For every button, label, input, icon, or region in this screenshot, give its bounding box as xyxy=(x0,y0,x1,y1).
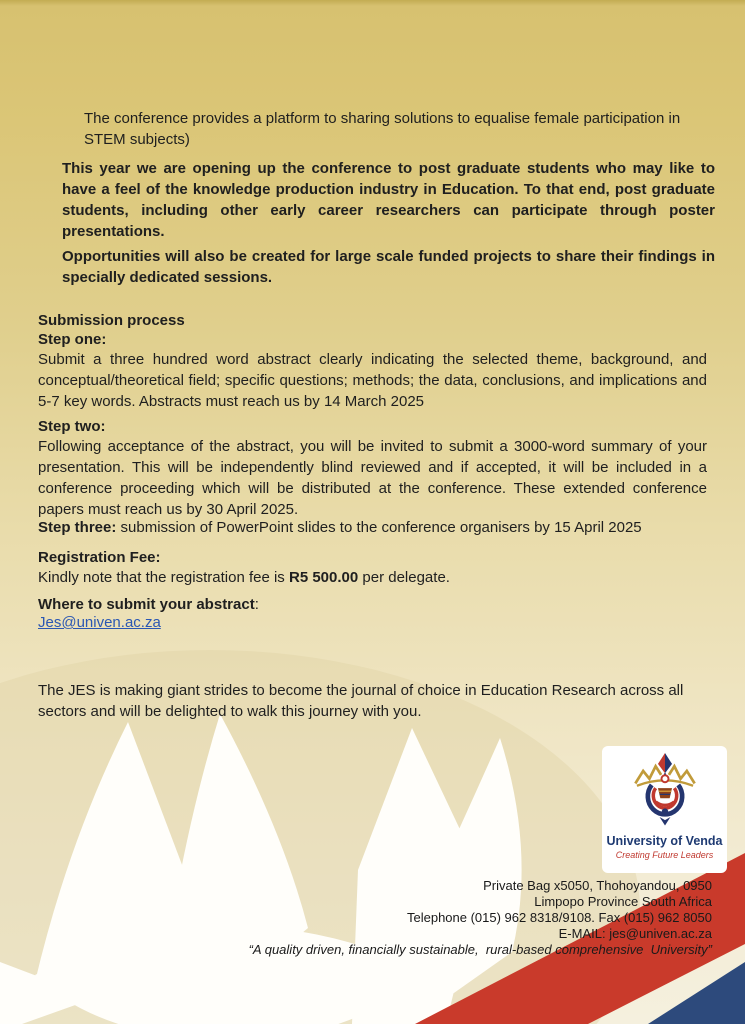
closing-paragraph: The JES is making giant strides to become the journal of choice in Education Research across all sectors and will be delighted to walk this journey with you. xyxy=(38,682,684,720)
projects-paragraph: Opportunities will also be created for large scale funded projects to share their findings in specially dedicated sessions. xyxy=(62,248,715,286)
footer-address-block xyxy=(152,878,712,958)
where-to-submit-heading xyxy=(38,596,707,614)
footer-address-line2: Limpopo Province South Africa xyxy=(534,894,712,909)
logo-tagline: Creating Future Leaders xyxy=(615,850,714,860)
registration-fee-line xyxy=(38,567,707,588)
registration-text-before: Kindly note that the registration fee is xyxy=(38,569,289,586)
step-two-heading: Step two: xyxy=(38,418,106,435)
submission-email-link[interactable]: Jes@univen.ac.za xyxy=(38,614,161,631)
step-two-text: Following acceptance of the abstract, you will be invited to submit a 3000-word summary of your presentation. This will be independently blind reviewed and if accepted, it will be included in a conference proceeding which will be distributed at the conference. These extended conference papers must reach us by 30 April 2025. xyxy=(38,438,707,518)
where-heading-text: Where to submit your abstract xyxy=(38,596,255,613)
postgraduate-paragraph: This year we are opening up the conference to post graduate students who may like to have a feel of the knowledge production industry in Education. To that end, post graduate students, including other early career researchers can participate through poster presentations. xyxy=(62,160,715,240)
step-one-heading: Step one: xyxy=(38,331,107,348)
registration-fee-heading: Registration Fee: xyxy=(38,549,161,566)
step-one-text: Submit a three hundred word abstract clearly indicating the selected theme, background, and conceptual/theoretical field; specific questions; methods; the data, conclusions, and implications and 5-7 key words. Abstracts must reach us by 14 March 2025 xyxy=(38,351,707,410)
footer-motto: “A quality driven, financially sustainable, rural-based comprehensive University” xyxy=(248,942,712,957)
registration-text-after: per delegate. xyxy=(358,569,450,586)
step-three-line xyxy=(38,517,718,538)
univen-crest-icon xyxy=(626,752,704,832)
univen-logo xyxy=(602,746,727,873)
footer-address-line1: Private Bag x5050, Thohoyandou, 0950 xyxy=(483,878,712,893)
footer-email-label: E-MAIL: xyxy=(558,926,610,941)
where-heading-colon: : xyxy=(254,596,259,613)
intro-paragraph: The conference provides a platform to sharing solutions to equalise female participation in STEM subjects) xyxy=(84,110,681,148)
footer-phone-fax-line: Telephone (015) 962 8318/9108. Fax (015) 962 8050 xyxy=(406,910,712,925)
registration-fee-amount: R5 500.00 xyxy=(288,569,359,586)
footer-email-address: jes@univen.ac.za xyxy=(609,926,712,941)
logo-university-name: University of Venda xyxy=(606,834,723,848)
step-three-label: Step three: xyxy=(38,519,117,536)
step-three-text: submission of PowerPoint slides to the conference organisers by 15 April 2025 xyxy=(116,519,642,536)
submission-email-row xyxy=(38,614,707,632)
submission-process-heading: Submission process xyxy=(38,312,185,329)
footer-email-line xyxy=(152,926,712,942)
